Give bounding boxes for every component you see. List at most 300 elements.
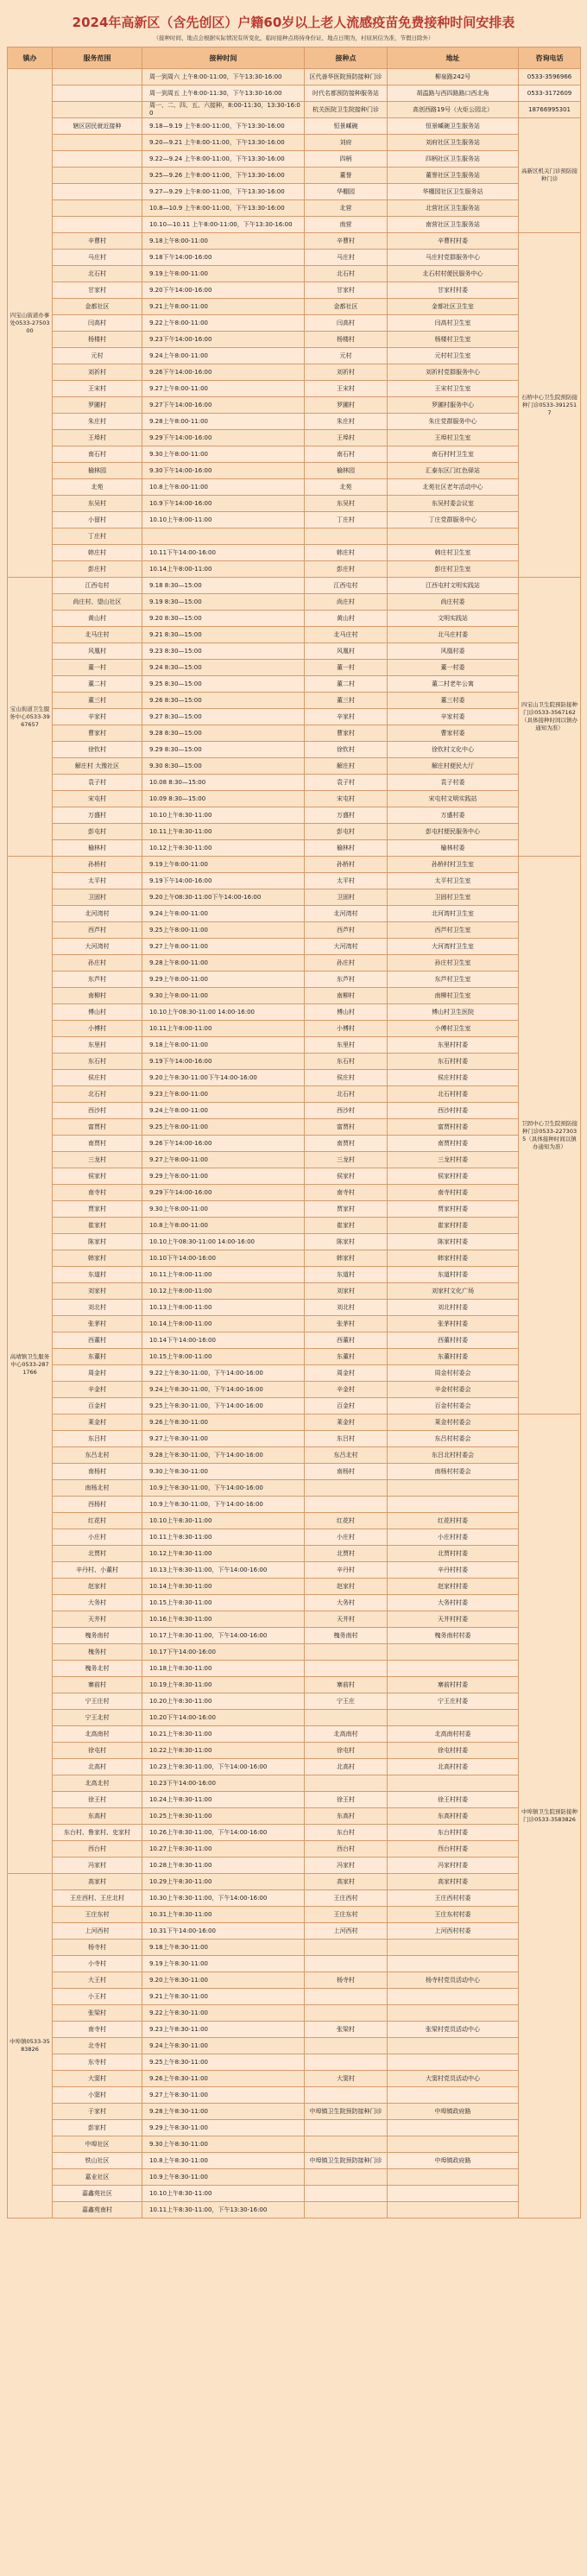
point-cell: 莱金村 — [305, 1415, 388, 1431]
point-cell: 罗圃村 — [305, 397, 388, 414]
point-cell: 东吴村 — [305, 496, 388, 512]
time-cell: 9.24上午8:30-11:00，下午14:00-16:00 — [142, 1382, 305, 1398]
point-cell: 上河西村 — [305, 1923, 388, 1940]
point-cell: 甘家村 — [305, 282, 388, 299]
address-cell: 刘北村村委 — [388, 1300, 519, 1316]
range-cell: 彭屯村 — [53, 824, 142, 840]
schedule-table — [7, 47, 581, 2218]
time-cell: 10.10上午8:30-11:00 — [142, 807, 305, 824]
address-cell: 闫高村卫生室 — [388, 315, 519, 332]
point-cell: 北苑 — [305, 479, 388, 496]
address-cell: 北高南村村委 — [388, 1726, 519, 1743]
time-cell: 10.31下午14:00-16:00 — [142, 1923, 305, 1940]
table-row — [8, 2186, 581, 2202]
time-cell: 9.26下午14:00-16:00 — [142, 1136, 305, 1152]
range-cell: 东里村 — [53, 1037, 142, 1054]
range-cell: 风凰村 — [53, 643, 142, 660]
table-row — [8, 1858, 581, 1874]
point-cell — [305, 1480, 388, 1497]
time-cell: 10.09 8:30—15:00 — [142, 791, 305, 807]
time-cell: 9.19上午8:30-11:00 — [142, 1956, 305, 1972]
address-cell — [388, 1710, 519, 1726]
time-cell: 10.31上午8:30-11:00 — [142, 1907, 305, 1923]
range-cell: 榆林园 — [53, 463, 142, 479]
table-row — [8, 348, 581, 364]
range-cell: 北河湾村 — [53, 906, 142, 922]
point-cell: 榆林园 — [305, 463, 388, 479]
table-row — [8, 1021, 581, 1037]
table-row — [8, 807, 581, 824]
point-cell: 徐王村 — [305, 1792, 388, 1808]
table-row — [8, 85, 581, 102]
table-row — [8, 1611, 581, 1628]
table-row — [8, 1415, 581, 1431]
table-row — [8, 1775, 581, 1792]
address-cell: 北马庄村委 — [388, 627, 519, 643]
range-cell: 北寺村 — [53, 2038, 142, 2054]
range-cell: 侯庄村 — [53, 1070, 142, 1086]
range-cell: 嘉鑫苑南村 — [53, 2202, 142, 2218]
address-cell: 北石村村便民服务中心 — [388, 266, 519, 282]
range-cell: 嘉业社区 — [53, 2169, 142, 2186]
time-cell: 9.30 8:30—15:00 — [142, 758, 305, 775]
table-row — [8, 1677, 581, 1693]
header-time: 接种时间 — [142, 47, 305, 69]
time-cell: 9.28 8:30—15:00 — [142, 725, 305, 742]
point-cell: 彭屯村 — [305, 824, 388, 840]
time-cell: 10.17下午14:00-16:00 — [142, 1644, 305, 1661]
table-row — [8, 578, 581, 594]
table-row — [8, 1332, 581, 1349]
point-cell: 辛曹村 — [305, 233, 388, 250]
address-cell: 榆林村委 — [388, 840, 519, 857]
range-cell: 槐务北村 — [53, 1661, 142, 1677]
address-cell: 元村村卫生室 — [388, 348, 519, 364]
time-cell: 9.30上午8:30-11:00 — [142, 2136, 305, 2153]
range-cell: 孙庄村 — [53, 955, 142, 972]
address-cell: 曹家村委 — [388, 725, 519, 742]
time-cell: 10.16上午8:30-11:00 — [142, 1611, 305, 1628]
table-row — [8, 1431, 581, 1447]
address-cell: 徐屯村村委 — [388, 1743, 519, 1759]
time-cell: 9.18 8:30—15:00 — [142, 578, 305, 594]
time-cell: 9.22—9.24 上午8:00-11:00，下午13:30-16:00 — [142, 151, 305, 168]
point-cell: 董誉 — [305, 168, 388, 184]
range-cell: 朱庄村 — [53, 414, 142, 430]
table-row — [8, 906, 581, 922]
time-cell: 9.24上午8:00-11:00 — [142, 906, 305, 922]
address-cell: 西台村村委 — [388, 1841, 519, 1858]
time-cell: 9.27上午8:00-11:00 — [142, 1152, 305, 1168]
range-cell: 北石村 — [53, 1086, 142, 1103]
table-row — [8, 840, 581, 857]
address-cell: 天井村村委 — [388, 1611, 519, 1628]
time-cell — [142, 528, 305, 545]
town-cell: 高靖镇卫生服务中心0533-2871766 — [8, 857, 53, 1874]
table-row — [8, 1743, 581, 1759]
table-row — [8, 200, 581, 217]
table-row — [8, 2022, 581, 2038]
range-cell: 王庄西村、王庄北村 — [53, 1890, 142, 1907]
table-row — [8, 1168, 581, 1185]
time-cell: 9.19下午14:00-16:00 — [142, 873, 305, 889]
table-row — [8, 1546, 581, 1562]
time-cell: 9.23 8:30—15:00 — [142, 643, 305, 660]
point-cell: 小傅村 — [305, 1021, 388, 1037]
range-cell: 太平村 — [53, 873, 142, 889]
table-row — [8, 266, 581, 282]
range-cell: 冯家村 — [53, 1858, 142, 1874]
table-row — [8, 1841, 581, 1858]
address-cell: 南柳村卫生室 — [388, 988, 519, 1004]
address-cell: 小傅村卫生室 — [388, 1021, 519, 1037]
address-cell: 东台村村委 — [388, 1825, 519, 1841]
address-cell: 刘府社区卫生服务站 — [388, 135, 519, 151]
address-cell — [388, 1989, 519, 2005]
table-row — [8, 364, 581, 381]
time-cell: 9.20上午08:30-11:00下午14:00-16:00 — [142, 889, 305, 906]
point-cell — [305, 1497, 388, 1513]
address-cell: 刘祈村党群服务中心 — [388, 364, 519, 381]
range-cell: 槐务南村 — [53, 1628, 142, 1644]
time-cell: 10.11上午8:00-11:00 — [142, 1267, 305, 1283]
phone-cell: 高新区机关门诊预防接种门诊 — [519, 118, 581, 233]
schedule-document — [7, 0, 580, 2225]
table-row — [8, 1726, 581, 1743]
table-row — [8, 775, 581, 791]
address-cell: 宋屯村文明实践站 — [388, 791, 519, 807]
table-row — [8, 2071, 581, 2087]
address-cell: 张茅村村委 — [388, 1316, 519, 1332]
address-cell — [388, 2136, 519, 2153]
time-cell: 9.27下午14:00-16:00 — [142, 397, 305, 414]
time-cell: 9.29上午8:00-11:00 — [142, 972, 305, 988]
table-row — [8, 1185, 581, 1201]
table-row — [8, 1201, 581, 1218]
time-cell: 10.27上午8:30-11:00 — [142, 1841, 305, 1858]
address-cell: 马庄村党群服务中心 — [388, 250, 519, 266]
table-row — [8, 463, 581, 479]
address-cell — [388, 1497, 519, 1513]
point-cell: 贾家村 — [305, 1201, 388, 1218]
range-cell: 徐钦村 — [53, 742, 142, 758]
point-cell: 红花村 — [305, 1513, 388, 1529]
address-cell: 袁子村委 — [388, 775, 519, 791]
address-cell: 中埠镇政府路 — [388, 2104, 519, 2120]
address-cell: 甘家村村委 — [388, 282, 519, 299]
time-cell: 10.26上午8:30-11:00，下午14:00-16:00 — [142, 1825, 305, 1841]
range-cell: 陈家村 — [53, 1234, 142, 1250]
point-cell — [305, 1644, 388, 1661]
address-cell: 大窦村党员活动中心 — [388, 2071, 519, 2087]
point-cell: 王庄东村 — [305, 1907, 388, 1923]
table-row — [8, 1956, 581, 1972]
range-cell — [53, 217, 142, 233]
address-cell — [388, 1644, 519, 1661]
table-row — [8, 1693, 581, 1710]
point-cell: 江西屯村 — [305, 578, 388, 594]
table-row — [8, 381, 581, 397]
range-cell: 北高村 — [53, 1759, 142, 1775]
range-cell: 徐屯村 — [53, 1743, 142, 1759]
range-cell: 北高北村 — [53, 1775, 142, 1792]
table-row — [8, 922, 581, 939]
range-cell: 徐王村 — [53, 1792, 142, 1808]
address-cell: 北营社区卫生服务站 — [388, 200, 519, 217]
address-cell: 东吕北村村委会 — [388, 1447, 519, 1464]
time-cell: 9.23下午14:00-16:00 — [142, 332, 305, 348]
point-cell: 杨楼村 — [305, 332, 388, 348]
range-cell: 东高村 — [53, 1808, 142, 1825]
table-row — [8, 1595, 581, 1611]
point-cell: 时代名都预防接种服务站 — [305, 85, 388, 102]
table-row — [8, 414, 581, 430]
range-cell — [53, 151, 142, 168]
range-cell: 嘉鑫苑社区 — [53, 2186, 142, 2202]
table-row — [8, 1382, 581, 1398]
time-cell: 10.15上午8:00-11:00 — [142, 1349, 305, 1365]
address-cell: 刘家村文化广场 — [388, 1283, 519, 1300]
point-cell: 宋屯村 — [305, 791, 388, 807]
point-cell: 王庄西村 — [305, 1890, 388, 1907]
time-cell: 9.30下午14:00-16:00 — [142, 463, 305, 479]
table-row — [8, 1267, 581, 1283]
address-cell: 高创西路19号（火炬公园北） — [388, 102, 519, 118]
address-cell: 辛家村委 — [388, 709, 519, 725]
range-cell: 东吴村 — [53, 496, 142, 512]
time-cell: 10.11上午8:30-11:00 — [142, 1529, 305, 1546]
time-cell: 9.27上午8:00-11:00 — [142, 381, 305, 397]
address-cell: 金都社区卫生室 — [388, 299, 519, 315]
table-row — [8, 2104, 581, 2120]
point-cell: 马庄村 — [305, 250, 388, 266]
range-cell: 董一村 — [53, 660, 142, 676]
point-cell: 东高村 — [305, 1808, 388, 1825]
table-row — [8, 1661, 581, 1677]
address-cell: 彭屯村便民服务中心 — [388, 824, 519, 840]
address-cell: 韩庄村卫生室 — [388, 545, 519, 561]
time-cell: 9.23上午8:00-11:00 — [142, 1086, 305, 1103]
time-cell: 9.19上午8:00-11:00 — [142, 266, 305, 282]
range-cell: 周金村 — [53, 1365, 142, 1382]
range-cell: 韩庄村 — [53, 545, 142, 561]
time-cell: 10.12上午8:00-11:00 — [142, 1283, 305, 1300]
time-cell: 10.9下午14:00-16:00 — [142, 496, 305, 512]
range-cell — [53, 135, 142, 151]
time-cell: 周一到周五 上午8:00-11:30，下午13:30-16:00 — [142, 85, 305, 102]
time-cell: 9.25上午8:00-11:00 — [142, 1119, 305, 1136]
table-row — [8, 2054, 581, 2071]
time-cell: 10.9上午8:30-11:00 — [142, 2169, 305, 2186]
table-row — [8, 118, 581, 135]
range-cell: 小留村 — [53, 512, 142, 528]
time-cell: 10.14上午8:00-11:00 — [142, 1316, 305, 1332]
address-cell: 辛曹村村委 — [388, 233, 519, 250]
time-cell: 9.27上午8:30-11:00 — [142, 1431, 305, 1447]
address-cell: 槐务南村村委 — [388, 1628, 519, 1644]
address-cell: 傅山村卫生医院 — [388, 1004, 519, 1021]
table-row — [8, 1250, 581, 1267]
time-cell: 10.11下午14:00-16:00 — [142, 545, 305, 561]
table-row — [8, 693, 581, 709]
time-cell: 9.24 8:30—15:00 — [142, 660, 305, 676]
table-row — [8, 1989, 581, 2005]
time-cell: 9.20上午8:30-11:00下午14:00-16:00 — [142, 1070, 305, 1086]
time-cell: 10.23下午14:00-16:00 — [142, 1775, 305, 1792]
time-cell: 10.20下午14:00-16:00 — [142, 1710, 305, 1726]
address-cell: 侯庄村村委 — [388, 1070, 519, 1086]
range-cell: 南寺村 — [53, 2022, 142, 2038]
table-row — [8, 1579, 581, 1595]
table-row — [8, 1234, 581, 1250]
table-row — [8, 2087, 581, 2104]
table-row — [8, 1972, 581, 1989]
point-cell: 崔家村 — [305, 1218, 388, 1234]
time-cell: 9.22上午8:30-11:00，下午14:00-16:00 — [142, 1365, 305, 1382]
table-row — [8, 955, 581, 972]
address-cell — [388, 2054, 519, 2071]
time-cell: 10.8—10.9 上午8:00-11:00，下午13:30-16:00 — [142, 200, 305, 217]
time-cell: 9.30上午8:00-11:00 — [142, 1201, 305, 1218]
point-cell: 西董村 — [305, 1332, 388, 1349]
address-cell: 朱庄党群服务中心 — [388, 414, 519, 430]
point-cell: 北高村 — [305, 1759, 388, 1775]
time-cell: 9.28上午8:00-11:00 — [142, 955, 305, 972]
range-cell: 高家村 — [53, 1874, 142, 1890]
point-cell — [305, 1710, 388, 1726]
range-cell: 红花村 — [53, 1513, 142, 1529]
range-cell: 董二村 — [53, 676, 142, 693]
point-cell: 董一村 — [305, 660, 388, 676]
range-cell: 东寺村 — [53, 2054, 142, 2071]
point-cell: 周金村 — [305, 1365, 388, 1382]
point-cell: 王宋村 — [305, 381, 388, 397]
point-cell — [305, 1775, 388, 1792]
range-cell: 解庄村 大豫社区 — [53, 758, 142, 775]
range-cell: 王埠村 — [53, 430, 142, 446]
table-row — [8, 332, 581, 348]
point-cell: 百金村 — [305, 1398, 388, 1415]
range-cell: 贾家村 — [53, 1201, 142, 1218]
time-cell: 10.23上午8:30-11:00，下午14:00-16:00 — [142, 1759, 305, 1775]
point-cell: 高家村 — [305, 1874, 388, 1890]
range-cell: 南石村 — [53, 446, 142, 463]
address-cell — [388, 1661, 519, 1677]
table-row — [8, 233, 581, 250]
point-cell: 孙桥村 — [305, 857, 388, 873]
time-cell: 10.13上午8:30-11:00，下午14:00-16:00 — [142, 1562, 305, 1579]
point-cell: 刘家村 — [305, 1283, 388, 1300]
range-cell: 南贾村 — [53, 1136, 142, 1152]
address-cell: 西沙村村委 — [388, 1103, 519, 1119]
address-cell: 王庄西村村委 — [388, 1890, 519, 1907]
time-cell: 9.20 8:30—15:00 — [142, 611, 305, 627]
table-row — [8, 1349, 581, 1365]
range-cell: 富贾村 — [53, 1119, 142, 1136]
table-row — [8, 725, 581, 742]
range-cell: 曹家村 — [53, 725, 142, 742]
point-cell: 刘府 — [305, 135, 388, 151]
table-row — [8, 988, 581, 1004]
point-cell: 东道村 — [305, 1267, 388, 1283]
address-cell: 东吴村委会议室 — [388, 496, 519, 512]
table-row — [8, 758, 581, 775]
table-row — [8, 824, 581, 840]
range-cell: 辛曹村 — [53, 233, 142, 250]
range-cell: 寨前村 — [53, 1677, 142, 1693]
range-cell: 天井村 — [53, 1611, 142, 1628]
address-cell — [388, 2169, 519, 2186]
phone-cell: 四宝山卫生院预防接种门诊0533-3567162（具体接种时间以镇办通知为准） — [519, 578, 581, 857]
point-cell: 西台村 — [305, 1841, 388, 1858]
point-cell — [305, 1989, 388, 2005]
time-cell: 9.18上午8:00-11:00 — [142, 1037, 305, 1054]
table-row — [8, 1119, 581, 1136]
table-row — [8, 611, 581, 627]
point-cell — [305, 2005, 388, 2022]
point-cell: 董三村 — [305, 693, 388, 709]
range-cell: 东吕村 — [53, 1431, 142, 1447]
point-cell: 辛丹村 — [305, 1562, 388, 1579]
range-cell: 东芦村 — [53, 972, 142, 988]
range-cell: 小寺村 — [53, 1956, 142, 1972]
table-row — [8, 1710, 581, 1726]
range-cell: 大河湾村 — [53, 939, 142, 955]
range-cell: 北高南村 — [53, 1726, 142, 1743]
range-cell: 西台村 — [53, 1841, 142, 1858]
address-cell: 南营社区卫生服务站 — [388, 217, 519, 233]
table-row — [8, 1464, 581, 1480]
town-cell: 四宝山街道办事处0533-2750300 — [8, 69, 53, 578]
range-cell — [53, 168, 142, 184]
address-cell — [388, 1480, 519, 1497]
time-cell: 10.10上午8:30-11:00 — [142, 2186, 305, 2202]
address-cell: 崔家村村委 — [388, 1218, 519, 1234]
time-cell: 10.17上午8:30-11:00，下午14:00-16:00 — [142, 1628, 305, 1644]
range-cell: 南柳村 — [53, 988, 142, 1004]
range-cell: 卫固村 — [53, 889, 142, 906]
range-cell: 赵家村 — [53, 1579, 142, 1595]
time-cell: 10.10上午08:30-11:00 14:00-16:00 — [142, 1234, 305, 1250]
header-address: 地址 — [388, 47, 519, 69]
time-cell: 9.27 8:30—15:00 — [142, 709, 305, 725]
point-cell: 榆林村 — [305, 840, 388, 857]
address-cell: 南杨村村委会 — [388, 1464, 519, 1480]
address-cell: 辛丹村村委 — [388, 1562, 519, 1579]
time-cell: 9.30上午8:00-11:00 — [142, 988, 305, 1004]
time-cell: 10.10下午14:00-16:00 — [142, 1250, 305, 1267]
time-cell: 9.20上午8:30-11:00 — [142, 1972, 305, 1989]
time-cell: 9.30上午8:30-11:00 — [142, 1464, 305, 1480]
point-cell: 侯家村 — [305, 1168, 388, 1185]
address-cell — [388, 2005, 519, 2022]
range-cell: 杨楼村 — [53, 332, 142, 348]
table-row — [8, 2120, 581, 2136]
range-cell: 东台村、鲁家村、史家村 — [53, 1825, 142, 1841]
point-cell: 南寺村 — [305, 1185, 388, 1201]
point-cell: 董二村 — [305, 676, 388, 693]
point-cell: 西芦村 — [305, 922, 388, 939]
time-cell: 9.22上午8:30-11:00 — [142, 2005, 305, 2022]
point-cell: 朱庄村 — [305, 414, 388, 430]
table-row — [8, 1283, 581, 1300]
table-row — [8, 1316, 581, 1332]
range-cell: 黄山村 — [53, 611, 142, 627]
time-cell: 9.29下午14:00-16:00 — [142, 1185, 305, 1201]
range-cell: 刘家村 — [53, 1283, 142, 1300]
point-cell: 恒景嵊碗 — [305, 118, 388, 135]
range-cell: 西董村 — [53, 1332, 142, 1349]
